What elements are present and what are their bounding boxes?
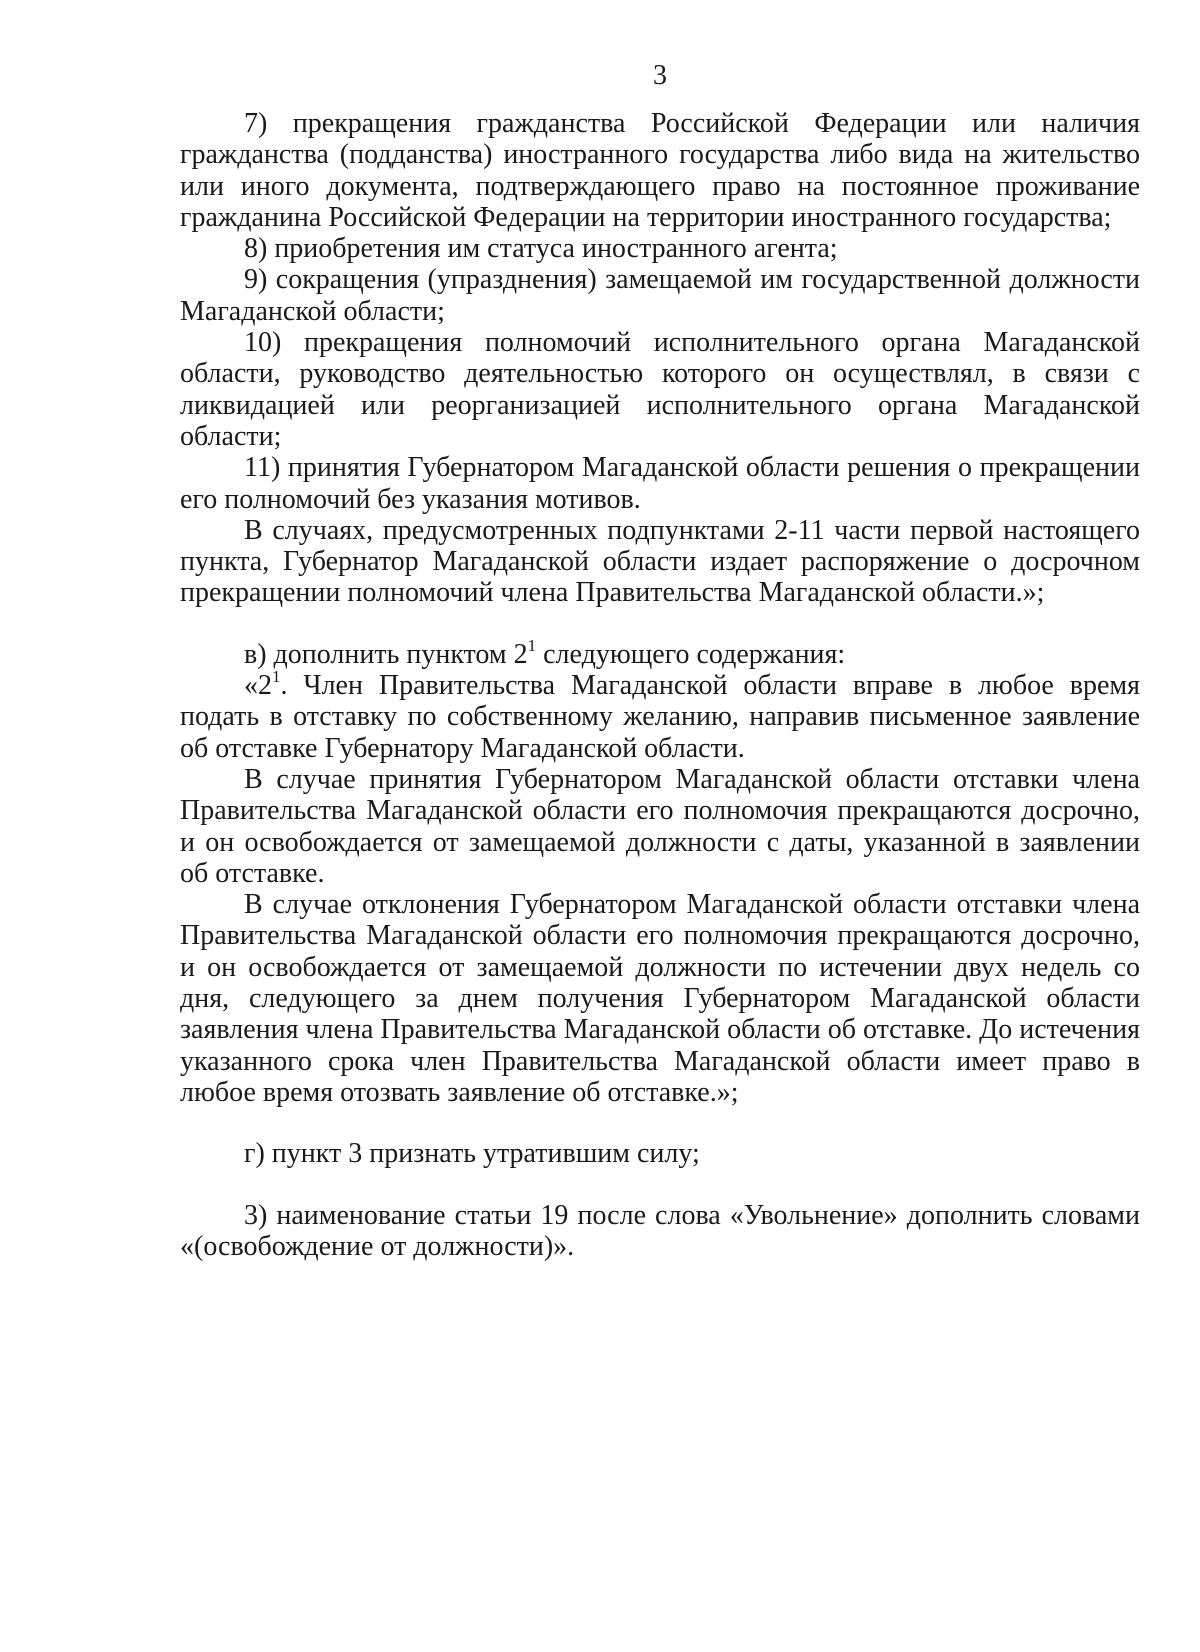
acceptance-paragraph: В случае принятия Губернатором Магаданской области отставки члена Правительства Магаданской области его полномочия прекращаются досрочно, и он освобождается от замещаемой должности с даты, указанной в заявлении об отставке.: [180, 763, 1140, 889]
subitem-8: 8) приобретения им статуса иностранного агента;: [244, 233, 838, 265]
amendment-v-text-end: следующего содержания:: [536, 638, 846, 670]
spacer: [180, 1170, 1140, 1200]
superscript: 1: [272, 667, 281, 687]
page-number: 3: [653, 60, 667, 91]
spacer: [180, 1108, 1140, 1138]
subitem-9: 9) сокращения (упразднения) замещаемой им государственной должности Магаданской области;: [180, 264, 1140, 327]
rejection-paragraph: В случае отклонения Губернатором Магаданской области отставки члена Правительства Магаданской области его полномочия прекращаются досрочно, и он освобождается от замещаемой должности по истечении двух недель со дня, следующего за днем получения Губернатором Магаданской области заявления члена Правительства Магаданской области об отставке. До истечения указанного срока член Правительства Магаданской области имеет право в любое время отозвать заявление об отставке.»;: [180, 889, 1140, 1108]
subitem-10: 10) прекращения полномочий исполнительного органа Магаданской области, руководство деятельностью которого он осуществлял, в связи с ликвидацией или реорганизацией исполнительного органа Магаданской области;: [180, 327, 1140, 452]
subitem-11: 11) принятия Губернатором Магаданской области решения о прекращении его полномочий без указания мотивов.: [180, 452, 1140, 515]
quoted-clause-text: . Член Правительства Магаданской области вправе в любое время подать в отставку по собственному желанию, направив письменное заявление об отставке Губернатору Магаданской области.: [180, 670, 1140, 764]
quoted-clause-number: «2: [244, 670, 272, 702]
amendment-v: [180, 635, 1140, 670]
spacer: [180, 609, 1140, 639]
item-3: 3) наименование статьи 19 после слова «Увольнение» дополнить словами «(освобождение от должности)».: [180, 1199, 1140, 1262]
superscript: 1: [527, 635, 537, 655]
cases-paragraph: В случаях, предусмотренных подпунктами 2-11 части первой настоящего пункта, Губернатор Магаданской области издает распоряжение о досрочном прекращении полномочий члена Правительства Магаданской области.»;: [180, 514, 1140, 609]
quoted-clause: [180, 667, 1140, 764]
subitem-7: 7) прекращения гражданства Российской Федерации или наличия гражданства (подданства) иностранного государства либо вида на жительство или иного документа, подтверждающего право на постоянное проживание гражданина Российской Федерации на территории иностранного государства;: [180, 108, 1140, 233]
amendment-v-text: в) дополнить пунктом 2: [244, 638, 528, 670]
amendment-g: г) пункт 3 признать утратившим силу;: [244, 1138, 700, 1170]
